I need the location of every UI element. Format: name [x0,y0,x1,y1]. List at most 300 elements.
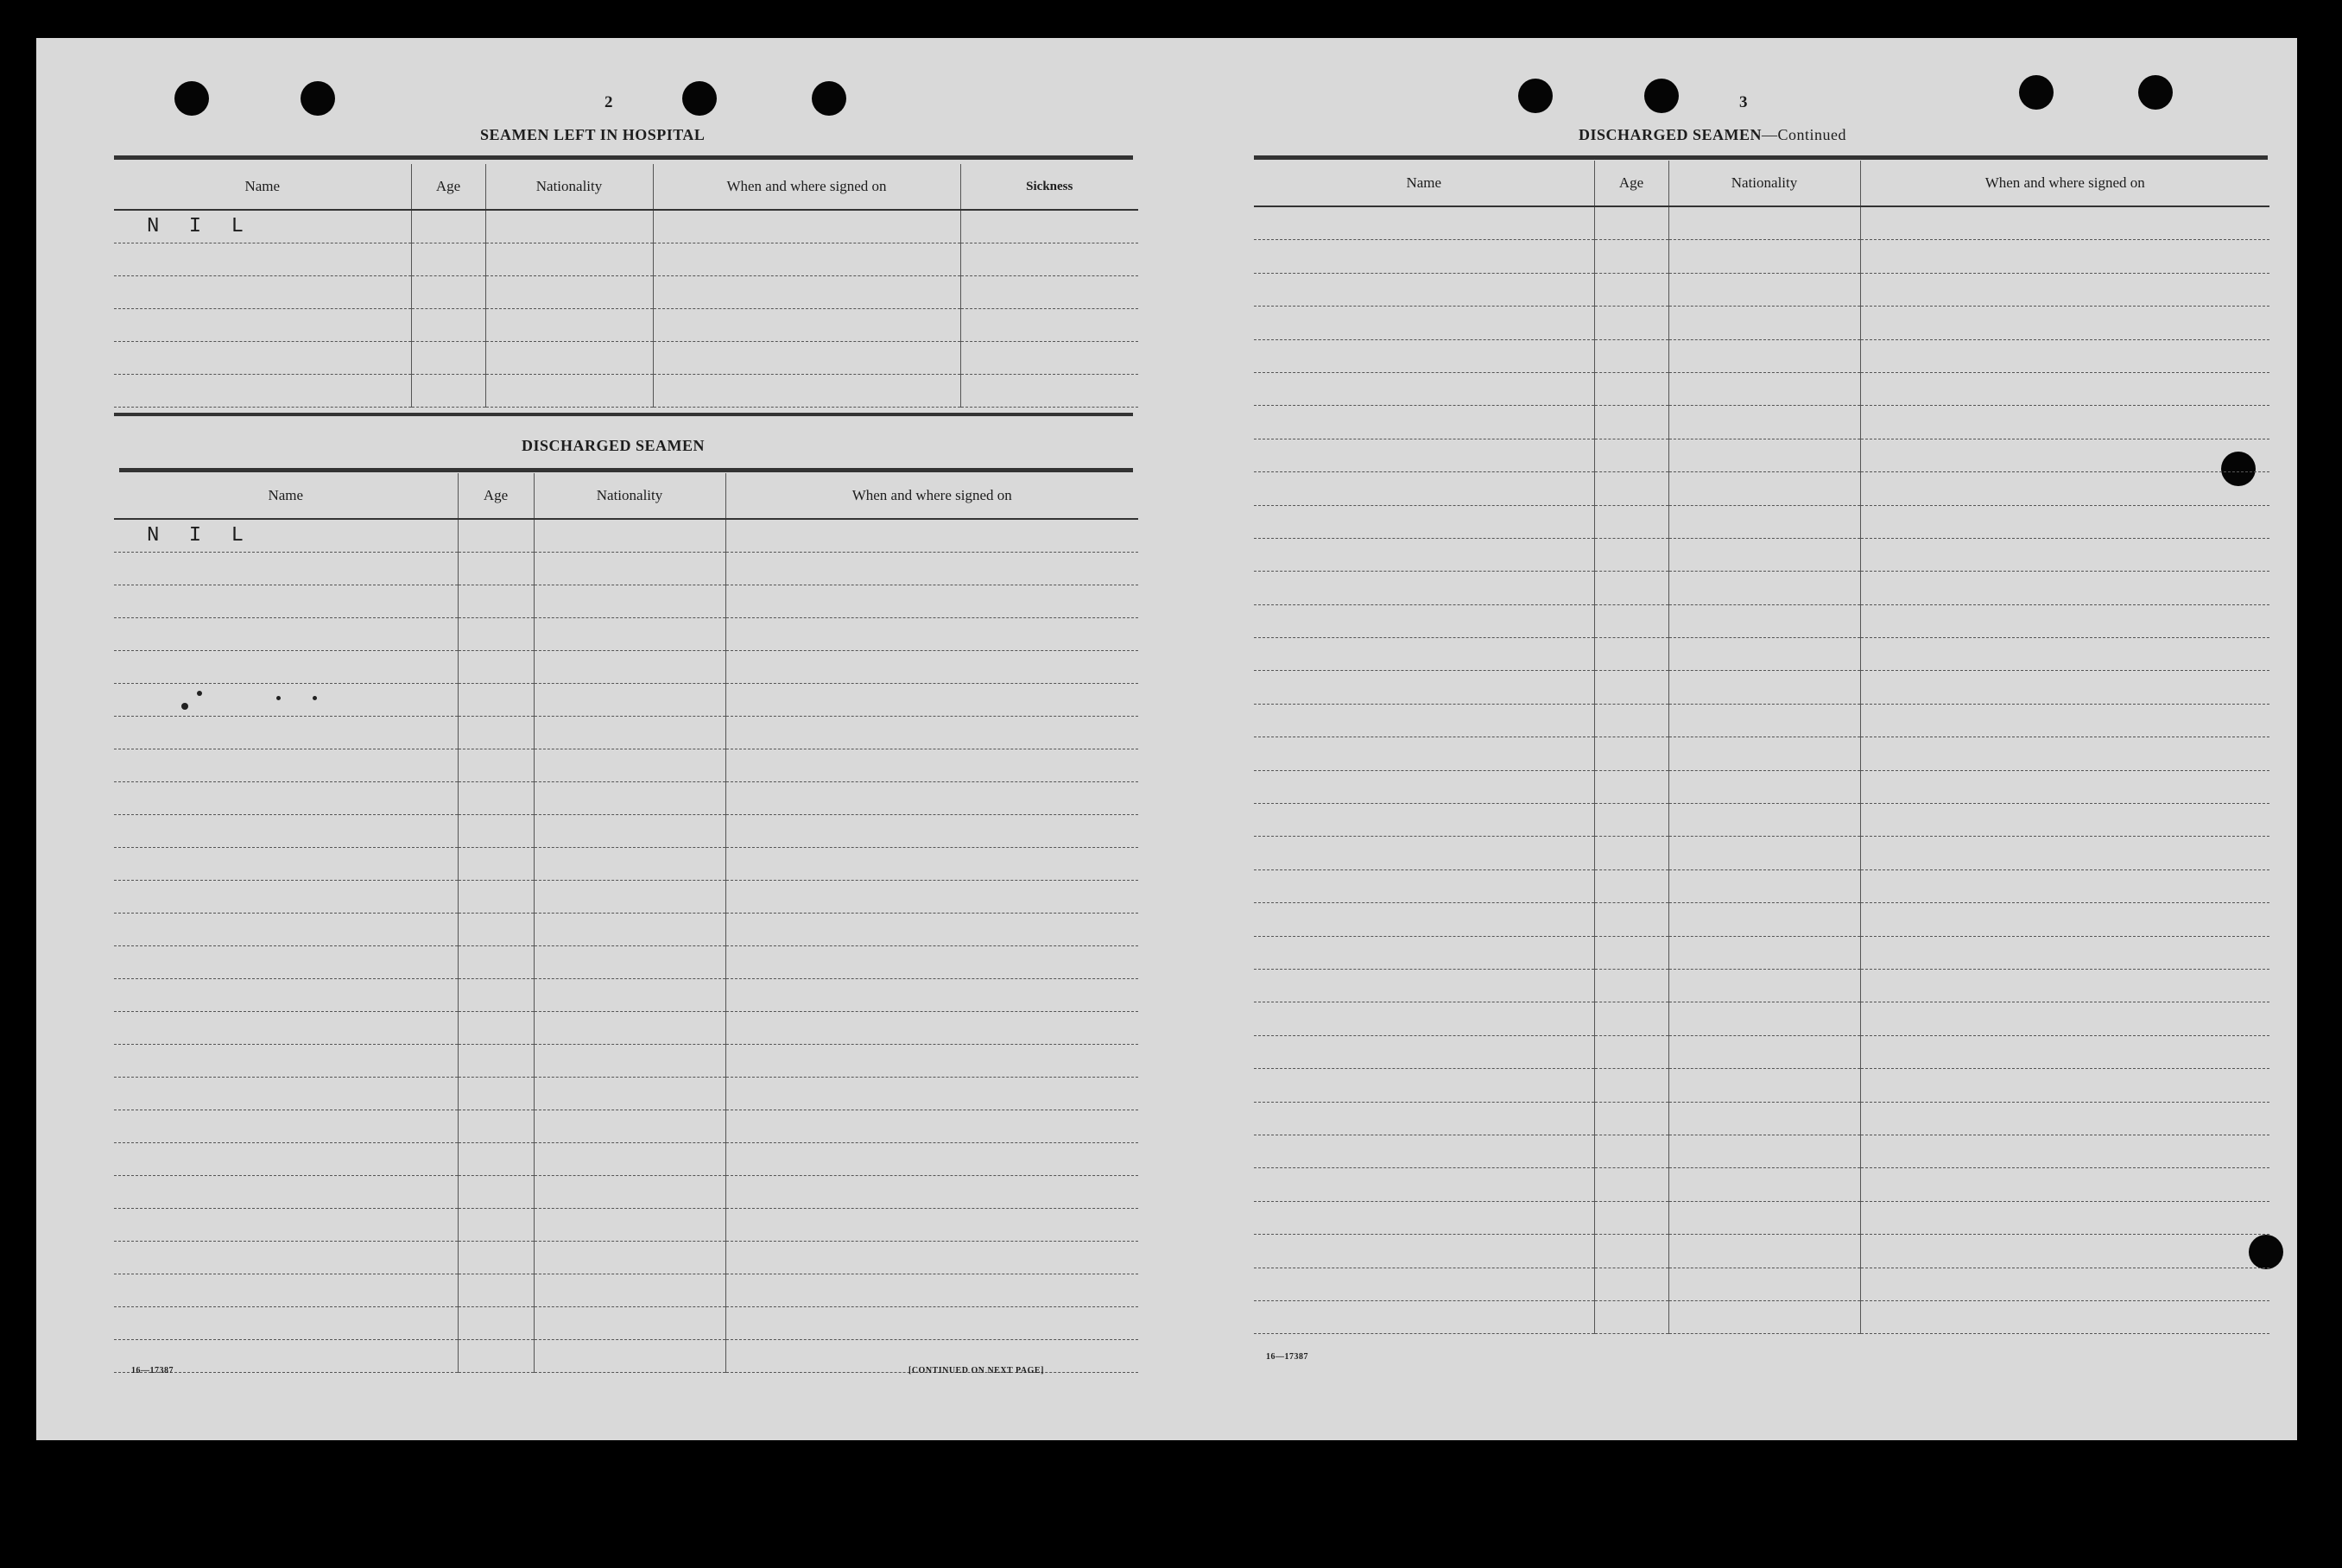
ledger-cell [1594,1069,1668,1102]
ledger-cell [534,1078,725,1110]
ledger-row [1254,307,2269,339]
ledger-cell [534,618,725,651]
ledger-row [1254,1102,2269,1135]
ledger-cell [725,1209,1138,1242]
ledger-cell [653,309,960,342]
ledger-cell [534,717,725,749]
name-cell [1254,1102,1594,1135]
name-cell [114,782,458,815]
ledger-row [1254,273,2269,306]
name-cell [1254,1069,1594,1102]
ledger-row [1254,1300,2269,1333]
ledger-row [114,375,1138,408]
ledger-cell [1668,638,1860,671]
form-number-left: 16—17387 [131,1366,174,1375]
ledger-cell [1860,572,2269,604]
ledger-cell [1668,372,1860,405]
name-cell [1254,1135,1594,1167]
column-header: When and where signed on [1860,161,2269,206]
ledger-cell [1668,472,1860,505]
ledger-cell [725,1110,1138,1143]
column-header: Age [458,473,534,519]
ledger-cell [534,1110,725,1143]
ledger-cell [534,815,725,848]
ledger-cell [458,1209,534,1242]
ledger-row [114,1143,1138,1176]
name-cell [114,1242,458,1274]
name-cell [114,342,411,375]
ledger-cell [458,749,534,782]
ledger-cell [485,342,653,375]
name-cell [114,553,458,585]
ledger-row [1254,869,2269,902]
punch-hole [174,81,209,116]
ledger-cell [485,243,653,276]
ledger-cell [534,1045,725,1078]
name-cell [1254,869,1594,902]
hospital-section-title: SEAMEN LEFT IN HOSPITAL [480,126,706,143]
ledger-row [1254,903,2269,936]
ledger-cell [1860,1268,2269,1300]
ledger-cell [1860,1300,2269,1333]
ledger-cell [725,979,1138,1012]
name-cell [114,618,458,651]
ledger-cell [534,519,725,553]
ledger-cell [1594,903,1668,936]
ledger-cell [1668,936,1860,969]
ledger-cell [1594,936,1668,969]
ledger-cell [1594,1300,1668,1333]
ledger-row [114,1110,1138,1143]
ledger-cell [458,1274,534,1307]
name-cell [114,1209,458,1242]
name-cell [1254,770,1594,803]
ledger-cell [1594,538,1668,571]
ledger-row [1254,737,2269,770]
ledger-cell [458,914,534,946]
ledger-row [114,618,1138,651]
ledger-cell [960,342,1138,375]
ledger-cell [1668,273,1860,306]
ledger-row [1254,604,2269,637]
name-cell [114,1176,458,1209]
ledger-cell [725,618,1138,651]
name-cell [1254,1035,1594,1068]
ledger-cell [1668,1300,1860,1333]
ledger-cell [653,210,960,243]
ledger-row [114,815,1138,848]
ledger-cell [725,1012,1138,1045]
ledger-cell [411,375,485,408]
ledger-cell [1668,604,1860,637]
ledger-cell [458,1045,534,1078]
ledger-row [1254,1201,2269,1234]
ledger-cell [458,815,534,848]
name-cell [1254,307,1594,339]
ledger-cell [1594,869,1668,902]
name-cell [114,375,411,408]
column-header: Nationality [1668,161,1860,206]
continued-note: [CONTINUED ON NEXT PAGE] [908,1366,1044,1375]
ledger-row [114,717,1138,749]
name-cell [1254,671,1594,704]
ledger-cell [1594,804,1668,837]
name-cell [114,848,458,881]
name-cell [1254,240,1594,273]
ledger-row [114,782,1138,815]
ledger-cell [1668,572,1860,604]
ledger-cell [1594,472,1668,505]
heading-rule [119,468,1133,472]
ledger-cell [725,815,1138,848]
ledger-cell [725,717,1138,749]
ledger-cell [1594,1235,1668,1268]
ledger-row [1254,240,2269,273]
punch-hole [1644,79,1679,113]
ledger-row [1254,339,2269,372]
ledger-cell [1594,206,1668,240]
ledger-row [114,1176,1138,1209]
column-header: Sickness [960,164,1138,210]
punch-hole [301,81,335,116]
ledger-cell [725,1078,1138,1110]
ledger-cell [1594,671,1668,704]
ledger-cell [1594,307,1668,339]
name-cell [114,717,458,749]
name-cell [114,749,458,782]
ledger-cell [1594,1102,1668,1135]
ledger-cell [1594,969,1668,1002]
ledger-row [114,651,1138,684]
ledger-cell [458,553,534,585]
ledger-row [114,848,1138,881]
ledger-cell [534,1307,725,1340]
punch-hole [682,81,717,116]
ledger-cell [1860,439,2269,471]
ledger-cell [725,1242,1138,1274]
ledger-cell [458,881,534,914]
ledger-cell [1594,604,1668,637]
discharged-header-row [114,473,1138,519]
ledger-cell [411,309,485,342]
ledger-cell [458,1242,534,1274]
ledger-cell [725,651,1138,684]
section-rule [114,413,1133,416]
ledger-cell [1860,804,2269,837]
ledger-row [114,914,1138,946]
ledger-row [1254,1069,2269,1102]
ledger-cell [1860,339,2269,372]
ledger-cell [1594,704,1668,737]
ledger-row [1254,472,2269,505]
ledger-cell [1860,869,2269,902]
column-header: Name [1254,161,1594,206]
ledger-cell [1594,1002,1668,1035]
page-number-right: 3 [1739,93,1748,111]
ledger-row [114,553,1138,585]
name-cell [114,979,458,1012]
heading-rule [1254,155,2268,160]
ledger-cell [458,519,534,553]
discharged-table-left [114,473,1138,1373]
discharged-continued-title [1579,126,1846,144]
name-cell [1254,804,1594,837]
ledger-cell [1668,869,1860,902]
ledger-cell [534,881,725,914]
ledger-cell [534,1209,725,1242]
ledger-cell [1594,737,1668,770]
ledger-cell [725,553,1138,585]
name-cell [114,309,411,342]
ledger-cell [458,651,534,684]
ledger-row [114,684,1138,717]
ledger-cell [534,979,725,1012]
ledger-cell [534,914,725,946]
name-cell [114,684,458,717]
form-number-right: 16—17387 [1266,1352,1308,1362]
name-cell [114,1110,458,1143]
ledger-cell [1668,505,1860,538]
ledger-row [114,342,1138,375]
name-cell [1254,505,1594,538]
document-sheet [36,38,2297,1440]
ledger-cell [725,782,1138,815]
ledger-cell [458,848,534,881]
ledger-cell [458,1143,534,1176]
column-header: Age [411,164,485,210]
ledger-cell [1594,638,1668,671]
ledger-cell [1860,737,2269,770]
ledger-cell [1860,538,2269,571]
ledger-row [1254,1268,2269,1300]
ledger-cell [1860,1002,2269,1035]
ledger-cell [1668,439,1860,471]
name-cell [114,1078,458,1110]
ledger-cell [653,342,960,375]
name-cell [114,651,458,684]
ledger-cell [725,1274,1138,1307]
ledger-cell [653,375,960,408]
ledger-row [1254,671,2269,704]
ledger-cell [1860,837,2269,869]
ledger-cell [534,1012,725,1045]
ledger-cell [1860,273,2269,306]
ledger-cell [1594,406,1668,439]
ledger-cell [653,276,960,309]
ledger-cell [960,309,1138,342]
column-header: When and where signed on [653,164,960,210]
name-cell [1254,472,1594,505]
ledger-cell [1594,1268,1668,1300]
ledger-cell [534,553,725,585]
ledger-cell [411,210,485,243]
ledger-cell [1860,936,2269,969]
ledger-cell [1860,1168,2269,1201]
discharged-header-row [1254,161,2269,206]
ledger-cell [960,243,1138,276]
ledger-cell [1860,472,2269,505]
ledger-cell [1668,837,1860,869]
punch-hole [812,81,846,116]
column-header: Nationality [534,473,725,519]
name-cell: N I L [114,519,458,553]
ledger-cell [458,684,534,717]
name-cell [1254,273,1594,306]
ledger-row [1254,206,2269,240]
column-header: When and where signed on [725,473,1138,519]
ledger-row [114,243,1138,276]
ledger-cell [1668,206,1860,240]
name-cell [1254,936,1594,969]
ledger-row [1254,505,2269,538]
ledger-row [114,1274,1138,1307]
ledger-cell [1668,671,1860,704]
ledger-row [1254,1035,2269,1068]
name-cell [114,914,458,946]
ledger-cell [485,375,653,408]
ledger-cell [1594,339,1668,372]
ledger-cell [1594,372,1668,405]
ledger-cell [1668,804,1860,837]
ledger-row [1254,572,2269,604]
ledger-row [1254,1168,2269,1201]
ledger-cell [534,684,725,717]
ledger-cell [411,342,485,375]
ledger-cell [1860,1135,2269,1167]
ledger-cell [1860,704,2269,737]
ledger-cell [1860,1035,2269,1068]
ledger-cell [1668,704,1860,737]
ledger-row [114,1012,1138,1045]
ledger-row [114,1045,1138,1078]
ledger-cell [458,979,534,1012]
ledger-cell [534,1143,725,1176]
ledger-cell [1860,240,2269,273]
name-cell [1254,704,1594,737]
ledger-row [1254,1135,2269,1167]
ledger-cell [725,1045,1138,1078]
ledger-cell [411,243,485,276]
name-cell [114,1045,458,1078]
ledger-row [114,276,1138,309]
name-cell [114,243,411,276]
ledger-cell [1668,1235,1860,1268]
ledger-cell [725,1307,1138,1340]
ink-speck [313,696,317,700]
ledger-row [1254,406,2269,439]
ledger-cell [1594,240,1668,273]
ledger-cell [1860,770,2269,803]
ledger-cell [1594,572,1668,604]
ledger-cell [534,749,725,782]
ledger-cell [1594,1035,1668,1068]
ledger-cell [534,1242,725,1274]
ledger-cell [1594,1135,1668,1167]
title-text: DISCHARGED SEAMEN [1579,126,1763,143]
ledger-cell [1594,770,1668,803]
ledger-row [114,309,1138,342]
ledger-cell [458,1078,534,1110]
ledger-cell [1668,1069,1860,1102]
name-cell [1254,903,1594,936]
ledger-row [1254,804,2269,837]
ledger-cell [1668,1002,1860,1035]
name-cell [1254,372,1594,405]
name-cell [1254,1002,1594,1035]
name-cell [1254,572,1594,604]
discharged-section-title: DISCHARGED SEAMEN [522,437,706,454]
ledger-cell [411,276,485,309]
name-cell [1254,638,1594,671]
ledger-cell [1668,538,1860,571]
ledger-cell [1860,1069,2269,1102]
ledger-row [1254,638,2269,671]
ledger-cell [1860,307,2269,339]
ledger-cell [653,243,960,276]
ledger-row [114,519,1138,553]
ledger-row [114,210,1138,243]
ledger-cell [725,585,1138,618]
ledger-cell [1668,1102,1860,1135]
ledger-cell [960,210,1138,243]
ledger-cell [1668,307,1860,339]
ledger-cell [725,749,1138,782]
ledger-cell [458,1176,534,1209]
punch-hole [2138,75,2173,110]
name-cell [114,1307,458,1340]
ledger-cell [458,717,534,749]
ledger-row [1254,439,2269,471]
title-suffix: —Continued [1762,126,1847,143]
ledger-cell [725,946,1138,979]
ledger-row [1254,538,2269,571]
ledger-cell [1668,969,1860,1002]
ledger-cell [1860,604,2269,637]
ledger-cell [458,1340,534,1373]
ledger-cell [458,1307,534,1340]
ledger-cell [534,585,725,618]
name-cell [114,276,411,309]
name-cell [1254,1268,1594,1300]
ledger-cell [1668,1135,1860,1167]
column-header: Name [114,164,411,210]
ledger-cell [1594,439,1668,471]
ledger-cell [1860,903,2269,936]
ledger-cell [1860,505,2269,538]
ledger-cell [1594,1201,1668,1234]
ledger-cell [725,684,1138,717]
ledger-cell [725,848,1138,881]
ledger-row [114,1307,1138,1340]
punch-hole [1518,79,1553,113]
ledger-cell [1668,1168,1860,1201]
ledger-cell [458,585,534,618]
name-cell [114,1012,458,1045]
ledger-cell [960,276,1138,309]
ledger-row [1254,969,2269,1002]
ledger-cell [1668,737,1860,770]
ledger-cell [1594,273,1668,306]
name-cell [114,815,458,848]
ledger-cell [725,1143,1138,1176]
ledger-row [114,946,1138,979]
ledger-row [1254,1235,2269,1268]
ledger-cell [485,210,653,243]
name-cell [114,1274,458,1307]
ink-speck [181,703,188,710]
name-cell [1254,1300,1594,1333]
ledger-cell [1668,770,1860,803]
